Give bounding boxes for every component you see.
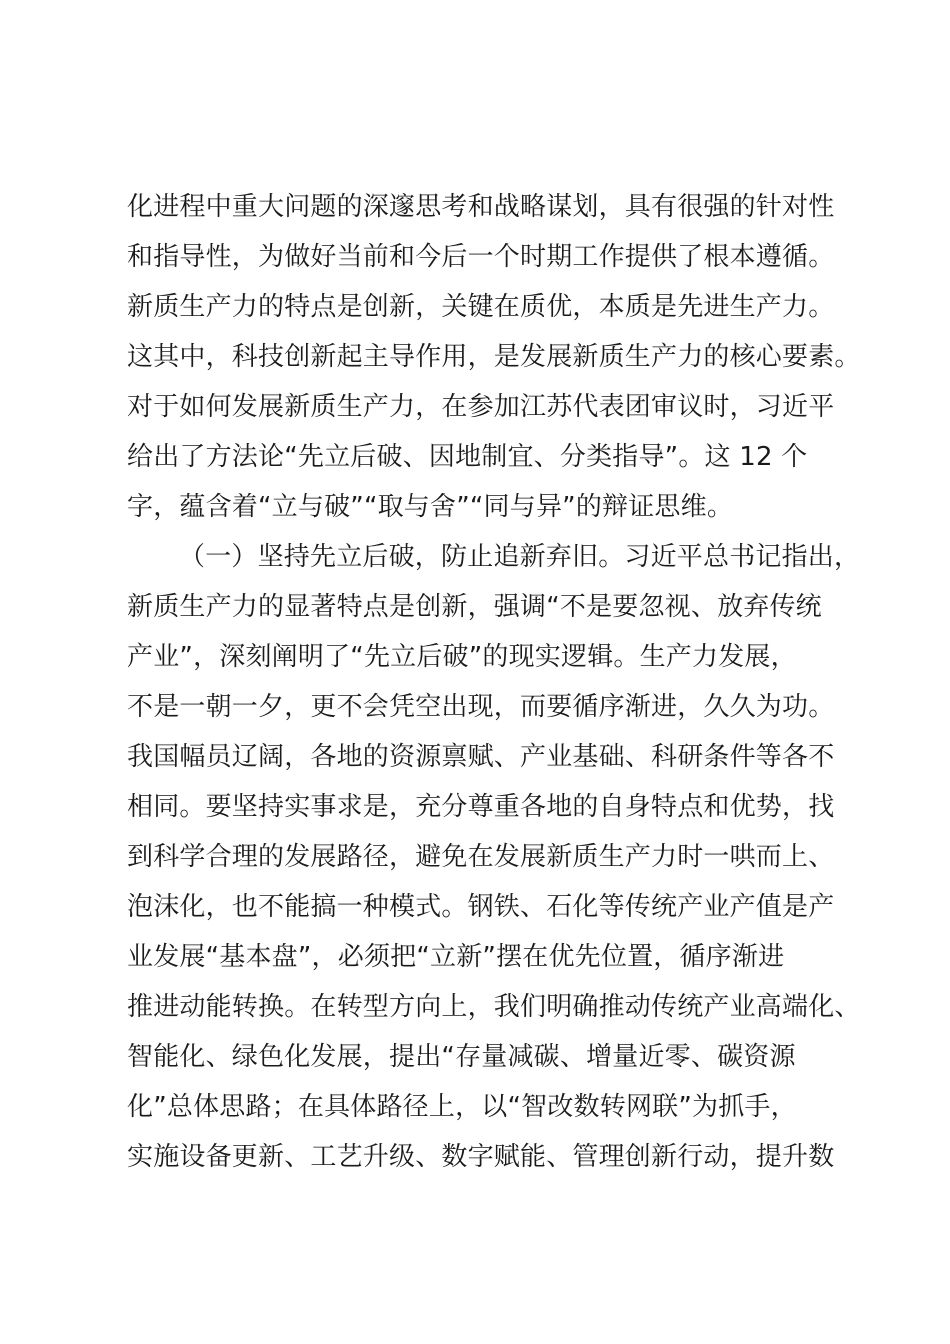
text-line: 实施设备更新、工艺升级、数字赋能、管理创新行动，提升数 xyxy=(127,1142,835,1172)
text-line: 新质生产力的显著特点是创新，强调“不是要忽视、放弃传统 xyxy=(127,592,822,622)
text-line: 业发展“基本盘”，必须把“立新”摆在优先位置，循序渐进 xyxy=(127,942,785,972)
text-line: 不是一朝一夕，更不会凭空出现，而要循序渐进，久久为功。 xyxy=(127,692,835,722)
text-line: 到科学合理的发展路径，避免在发展新质生产力时一哄而上、 xyxy=(127,842,835,872)
text-line: 字，蕴含着“立与破”“取与舍”“同与异”的辩证思维。 xyxy=(127,492,734,522)
text-line: 化”总体思路；在具体路径上，以“智改数转网联”为抓手， xyxy=(127,1092,797,1122)
text-line: 和指导性，为做好当前和今后一个时期工作提供了根本遵循。 xyxy=(127,242,835,272)
paragraph-start-line: （一）坚持先立后破，防止追新弃旧。习近平总书记指出， xyxy=(179,542,861,572)
text-line: 产业”，深刻阐明了“先立后破”的现实逻辑。生产力发展， xyxy=(127,642,797,672)
text-line: 化进程中重大问题的深邃思考和战略谋划，具有很强的针对性 xyxy=(127,192,835,222)
text-line: 新质生产力的特点是创新，关键在质优，本质是先进生产力。 xyxy=(127,292,835,322)
body-text xyxy=(127,186,867,1186)
text-line: 智能化、绿色化发展，提出“存量减碳、增量近零、碳资源 xyxy=(127,1042,796,1072)
text-line: 对于如何发展新质生产力，在参加江苏代表团审议时，习近平 xyxy=(127,392,835,422)
text-line: 相同。要坚持实事求是，充分尊重各地的自身特点和优势，找 xyxy=(127,792,835,822)
text-line: 这其中，科技创新起主导作用，是发展新质生产力的核心要素。 xyxy=(127,342,861,372)
text-line: 给出了方法论“先立后破、因地制宜、分类指导”。这 12 个 xyxy=(127,442,808,472)
text-line: 我国幅员辽阔，各地的资源禀赋、产业基础、科研条件等各不 xyxy=(127,742,835,772)
text-line: 泡沫化，也不能搞一种模式。钢铁、石化等传统产业产值是产 xyxy=(127,892,835,922)
text-line: 推进动能转换。在转型方向上，我们明确推动传统产业高端化、 xyxy=(127,992,861,1022)
